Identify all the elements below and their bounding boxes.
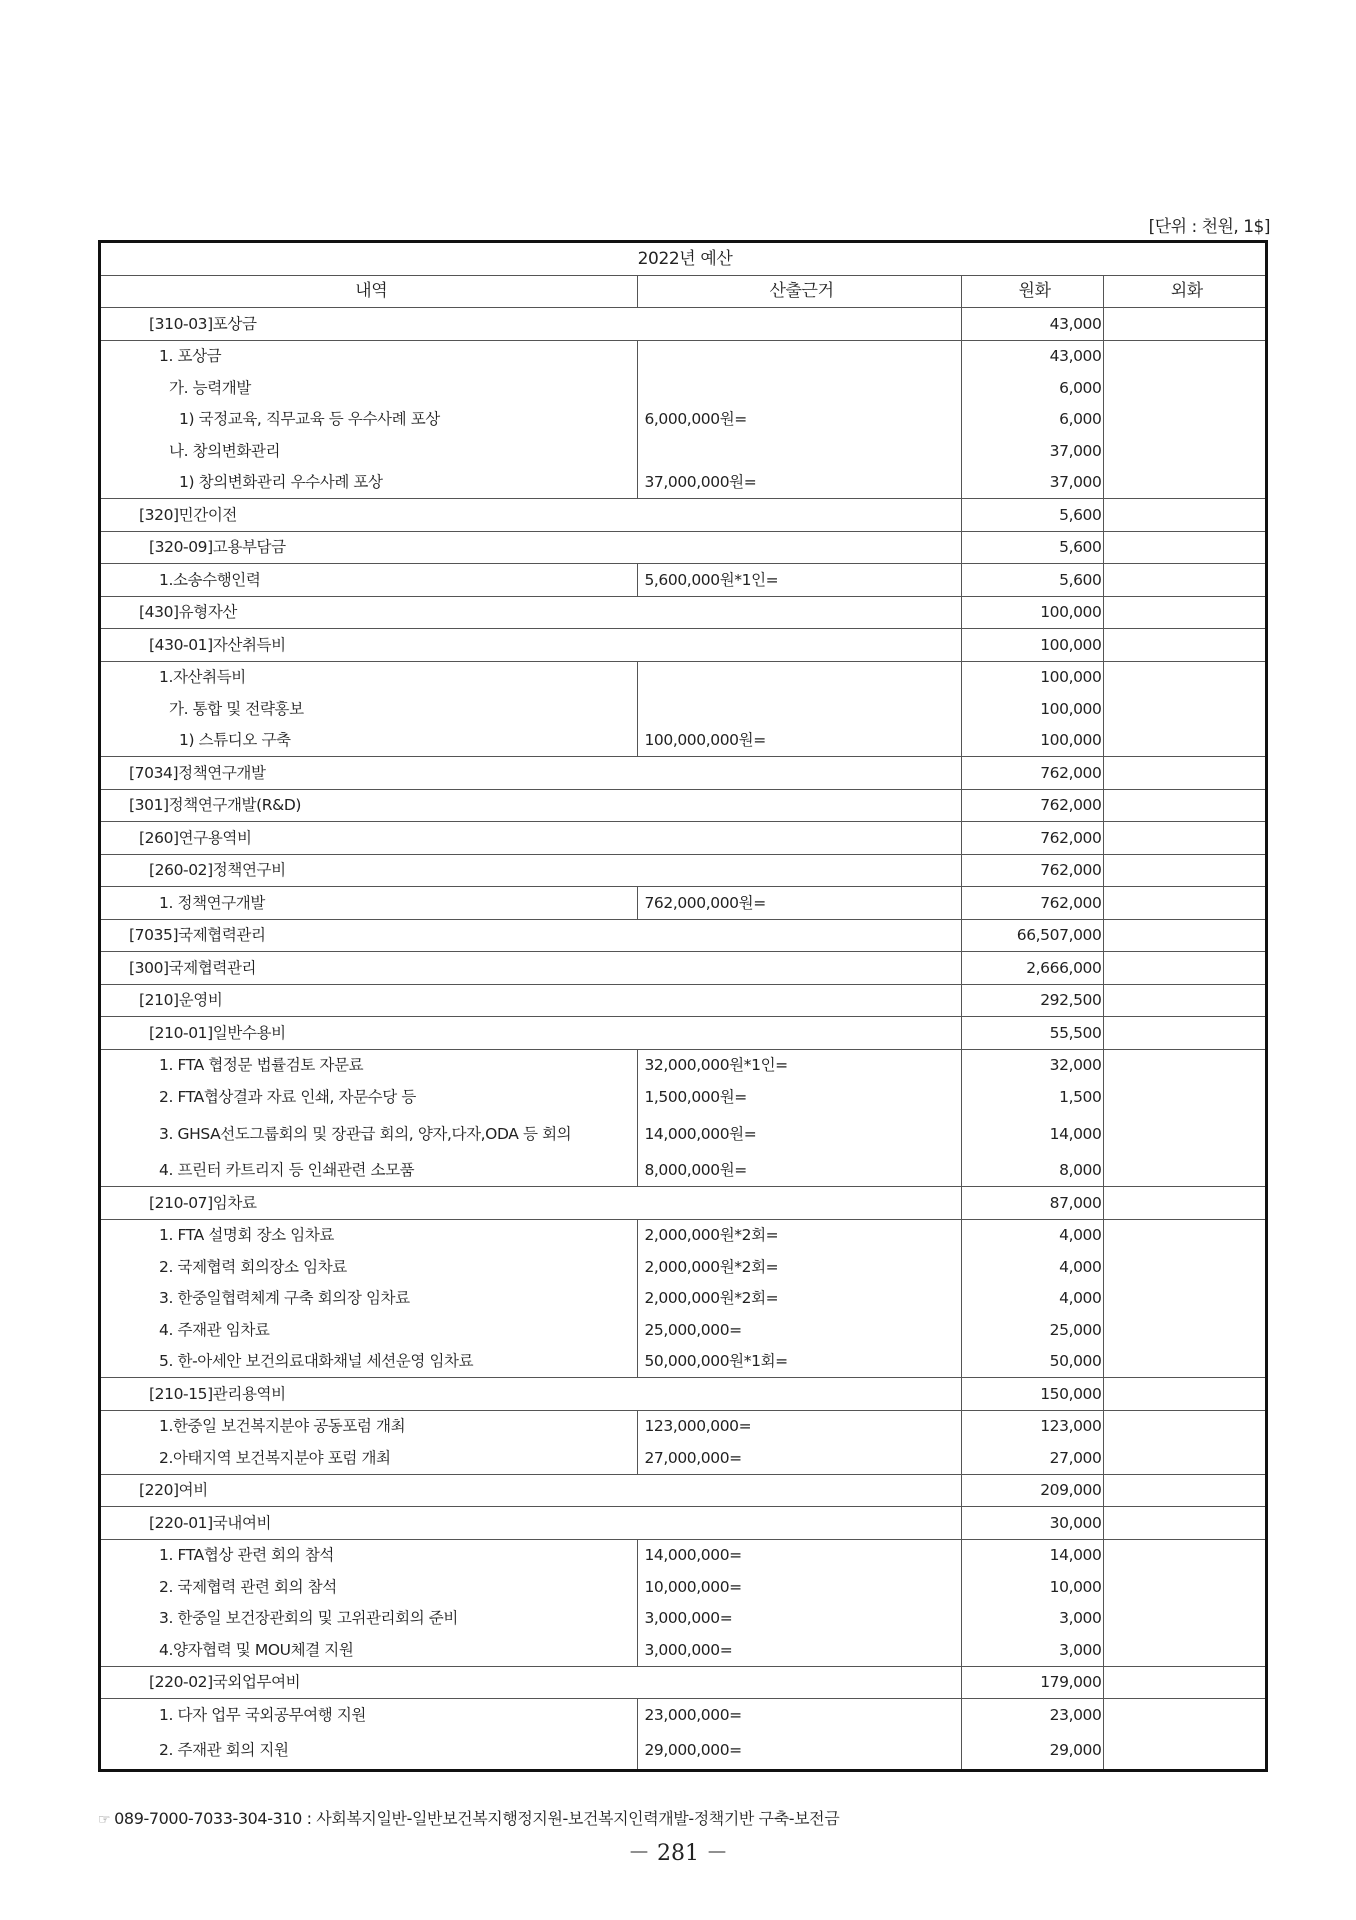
row-label: [320-09]고용부담금 [100, 531, 962, 564]
footnote-text: 089-7000-7033-304-310 : 사회복지일반-일반보건복지행정지원-보건복지인력개발-정책기반 구축-보전금 [114, 1809, 840, 1828]
table-row [100, 1699, 1267, 1731]
row-label: [320]민간이전 [100, 499, 962, 532]
table-row [100, 1731, 1267, 1771]
row-amount-foreign [1104, 854, 1267, 887]
row-amount-krw: 292,500 [961, 984, 1104, 1017]
row-basis [638, 693, 961, 725]
row-amount-krw: 6,000 [961, 404, 1104, 436]
row-basis: 100,000,000원= [638, 725, 961, 757]
row-amount-foreign [1104, 467, 1267, 499]
pointing-hand-icon: ☞ [98, 1812, 111, 1828]
table-row [100, 564, 1267, 597]
table-row [100, 1634, 1267, 1666]
page-number: － 281 － [628, 1841, 728, 1866]
row-label: [220]여비 [100, 1474, 962, 1507]
row-label: 1. 포상금 [100, 340, 638, 372]
row-amount-foreign [1104, 1699, 1267, 1731]
row-amount-foreign [1104, 499, 1267, 532]
row-amount-foreign [1104, 372, 1267, 404]
row-label: 나. 창의변화관리 [100, 435, 638, 467]
row-amount-foreign [1104, 1507, 1267, 1540]
table-group-row [100, 1666, 1267, 1699]
row-basis [638, 661, 961, 693]
table-row [100, 1219, 1267, 1251]
row-label: [210-01]일반수용비 [100, 1017, 962, 1050]
row-amount-krw: 4,000 [961, 1251, 1104, 1283]
row-basis: 29,000,000= [638, 1731, 961, 1771]
row-amount-foreign [1104, 1081, 1267, 1113]
row-amount-foreign [1104, 1049, 1267, 1081]
row-basis: 3,000,000= [638, 1603, 961, 1635]
row-basis: 37,000,000원= [638, 467, 961, 499]
row-amount-foreign [1104, 1251, 1267, 1283]
row-amount-krw: 762,000 [961, 822, 1104, 855]
row-amount-krw: 762,000 [961, 789, 1104, 822]
unit-note: [단위 : 천원, 1$] [1148, 217, 1270, 237]
row-amount-foreign [1104, 308, 1267, 341]
row-amount-foreign [1104, 919, 1267, 952]
row-amount-foreign [1104, 789, 1267, 822]
column-header-details: 내역 [100, 275, 638, 308]
row-amount-krw: 5,600 [961, 564, 1104, 597]
table-group-row [100, 919, 1267, 952]
row-label: 4.양자협력 및 MOU체결 지원 [100, 1634, 638, 1666]
row-amount-krw: 123,000 [961, 1410, 1104, 1442]
row-amount-foreign [1104, 1378, 1267, 1411]
footnote [98, 1806, 839, 1829]
row-basis: 3,000,000= [638, 1634, 961, 1666]
table-group-row [100, 629, 1267, 662]
row-amount-foreign [1104, 629, 1267, 662]
row-label: [260-02]정책연구비 [100, 854, 962, 887]
row-amount-krw: 55,500 [961, 1017, 1104, 1050]
column-header-basis: 산출근거 [638, 275, 961, 308]
table-row [100, 1049, 1267, 1081]
row-basis [638, 435, 961, 467]
row-amount-foreign [1104, 822, 1267, 855]
row-amount-krw: 100,000 [961, 629, 1104, 662]
row-amount-foreign [1104, 340, 1267, 372]
row-label: [310-03]포상금 [100, 308, 962, 341]
row-amount-krw: 6,000 [961, 372, 1104, 404]
row-amount-krw: 5,600 [961, 531, 1104, 564]
row-label: 2. 국제협력 관련 회의 참석 [100, 1571, 638, 1603]
row-basis: 14,000,000원= [638, 1113, 961, 1155]
row-basis: 27,000,000= [638, 1442, 961, 1474]
table-row [100, 693, 1267, 725]
table-row [100, 1571, 1267, 1603]
row-amount-krw: 762,000 [961, 887, 1104, 920]
row-basis: 762,000,000원= [638, 887, 961, 920]
row-basis: 123,000,000= [638, 1410, 961, 1442]
row-amount-krw: 66,507,000 [961, 919, 1104, 952]
row-basis: 2,000,000원*2회= [638, 1283, 961, 1315]
row-amount-krw: 14,000 [961, 1113, 1104, 1155]
table-row [100, 467, 1267, 499]
table-row [100, 1155, 1267, 1187]
table-group-row [100, 308, 1267, 341]
row-amount-foreign [1104, 435, 1267, 467]
row-amount-krw: 1,500 [961, 1081, 1104, 1113]
row-amount-foreign [1104, 1442, 1267, 1474]
row-basis: 2,000,000원*2회= [638, 1219, 961, 1251]
table-group-row [100, 952, 1267, 985]
row-amount-foreign [1104, 1539, 1267, 1571]
row-label: 3. 한중일협력체계 구축 회의장 임차료 [100, 1283, 638, 1315]
table-group-row [100, 499, 1267, 532]
row-amount-krw: 4,000 [961, 1283, 1104, 1315]
row-amount-foreign [1104, 1283, 1267, 1315]
row-basis [638, 340, 961, 372]
row-amount-foreign [1104, 887, 1267, 920]
table-row [100, 887, 1267, 920]
row-label: [7035]국제협력관리 [100, 919, 962, 952]
row-amount-krw: 10,000 [961, 1571, 1104, 1603]
row-label: [7034]정책연구개발 [100, 757, 962, 790]
row-amount-krw: 3,000 [961, 1603, 1104, 1635]
row-basis: 10,000,000= [638, 1571, 961, 1603]
row-amount-foreign [1104, 596, 1267, 629]
row-amount-foreign [1104, 757, 1267, 790]
row-label: 3. 한중일 보건장관회의 및 고위관리회의 준비 [100, 1603, 638, 1635]
row-amount-krw: 179,000 [961, 1666, 1104, 1699]
table-body [100, 308, 1267, 1771]
row-amount-krw: 14,000 [961, 1539, 1104, 1571]
row-basis: 5,600,000원*1인= [638, 564, 961, 597]
row-label: [300]국제협력관리 [100, 952, 962, 985]
row-label: 1. FTA 설명회 장소 임차료 [100, 1219, 638, 1251]
row-basis: 2,000,000원*2회= [638, 1251, 961, 1283]
table-group-row [100, 757, 1267, 790]
row-basis: 50,000,000원*1회= [638, 1346, 961, 1378]
table-group-row [100, 531, 1267, 564]
row-amount-krw: 37,000 [961, 467, 1104, 499]
row-amount-foreign [1104, 1634, 1267, 1666]
row-amount-krw: 25,000 [961, 1314, 1104, 1346]
row-amount-foreign [1104, 1603, 1267, 1635]
row-basis: 23,000,000= [638, 1699, 961, 1731]
row-amount-foreign [1104, 661, 1267, 693]
table-row [100, 1251, 1267, 1283]
row-amount-foreign [1104, 1219, 1267, 1251]
row-amount-foreign [1104, 1346, 1267, 1378]
row-amount-krw: 43,000 [961, 340, 1104, 372]
table-row [100, 1346, 1267, 1378]
row-label: [430-01]자산취득비 [100, 629, 962, 662]
row-amount-foreign [1104, 693, 1267, 725]
table-row [100, 435, 1267, 467]
row-label: [220-01]국내여비 [100, 1507, 962, 1540]
row-amount-krw: 43,000 [961, 308, 1104, 341]
row-amount-foreign [1104, 1410, 1267, 1442]
row-label: 1. 정책연구개발 [100, 887, 638, 920]
table-row [100, 1442, 1267, 1474]
row-amount-krw: 3,000 [961, 1634, 1104, 1666]
table-row [100, 340, 1267, 372]
row-amount-foreign [1104, 564, 1267, 597]
table-row [100, 1603, 1267, 1635]
row-label: 가. 능력개발 [100, 372, 638, 404]
row-amount-foreign [1104, 1187, 1267, 1220]
row-label: 1.한중일 보건복지분야 공동포럼 개최 [100, 1410, 638, 1442]
row-amount-krw: 29,000 [961, 1731, 1104, 1771]
row-amount-krw: 150,000 [961, 1378, 1104, 1411]
row-amount-krw: 27,000 [961, 1442, 1104, 1474]
row-label: 2. FTA협상결과 자료 인쇄, 자문수당 등 [100, 1081, 638, 1113]
row-amount-krw: 762,000 [961, 757, 1104, 790]
row-label: 1) 창의변화관리 우수사례 포상 [100, 467, 638, 499]
row-amount-foreign [1104, 404, 1267, 436]
row-amount-krw: 209,000 [961, 1474, 1104, 1507]
table-group-row [100, 1507, 1267, 1540]
table-row [100, 725, 1267, 757]
row-amount-krw: 100,000 [961, 596, 1104, 629]
row-label: 1. FTA협상 관련 회의 참석 [100, 1539, 638, 1571]
row-basis: 14,000,000= [638, 1539, 961, 1571]
table-row [100, 404, 1267, 436]
table-row [100, 1314, 1267, 1346]
row-amount-krw: 23,000 [961, 1699, 1104, 1731]
row-label: [210-07]임차료 [100, 1187, 962, 1220]
row-label: [430]유형자산 [100, 596, 962, 629]
row-basis: 32,000,000원*1인= [638, 1049, 961, 1081]
row-amount-krw: 37,000 [961, 435, 1104, 467]
column-header-krw: 원화 [961, 275, 1104, 308]
row-label: 4. 주재관 임차료 [100, 1314, 638, 1346]
row-label: 1.자산취득비 [100, 661, 638, 693]
table-group-row [100, 789, 1267, 822]
table-row [100, 1283, 1267, 1315]
column-header-foreign: 외화 [1104, 275, 1267, 308]
row-amount-foreign [1104, 984, 1267, 1017]
row-label: [301]정책연구개발(R&D) [100, 789, 962, 822]
row-amount-krw: 2,666,000 [961, 952, 1104, 985]
row-amount-foreign [1104, 725, 1267, 757]
table-row [100, 1081, 1267, 1113]
row-basis: 6,000,000원= [638, 404, 961, 436]
table-row [100, 1113, 1267, 1155]
row-label: [260]연구용역비 [100, 822, 962, 855]
row-label: [210-15]관리용역비 [100, 1378, 962, 1411]
row-amount-foreign [1104, 1017, 1267, 1050]
row-amount-foreign [1104, 1474, 1267, 1507]
row-amount-foreign [1104, 952, 1267, 985]
row-label: 1.소송수행인력 [100, 564, 638, 597]
row-amount-krw: 762,000 [961, 854, 1104, 887]
row-amount-foreign [1104, 1113, 1267, 1155]
table-row [100, 661, 1267, 693]
row-amount-foreign [1104, 1155, 1267, 1187]
row-basis: 25,000,000= [638, 1314, 961, 1346]
row-label: 1. FTA 협정문 법률검토 자문료 [100, 1049, 638, 1081]
row-amount-krw: 4,000 [961, 1219, 1104, 1251]
row-amount-krw: 32,000 [961, 1049, 1104, 1081]
row-amount-krw: 87,000 [961, 1187, 1104, 1220]
row-label: 5. 한-아세안 보건의료대화채널 세션운영 임차료 [100, 1346, 638, 1378]
row-amount-foreign [1104, 1731, 1267, 1771]
row-label: 1. 다자 업무 국외공무여행 지원 [100, 1699, 638, 1731]
row-basis: 8,000,000원= [638, 1155, 961, 1187]
row-label: 가. 통합 및 전략홍보 [100, 693, 638, 725]
row-amount-foreign [1104, 1666, 1267, 1699]
row-basis: 1,500,000원= [638, 1081, 961, 1113]
row-amount-foreign [1104, 1571, 1267, 1603]
row-basis [638, 372, 961, 404]
table-row [100, 1539, 1267, 1571]
row-label: 3. GHSA선도그룹회의 및 장관급 회의, 양자,다자,ODA 등 회의 [100, 1113, 638, 1155]
table-title: 2022년 예산 [100, 242, 1267, 276]
table-row [100, 1410, 1267, 1442]
row-label: 2. 주재관 회의 지원 [100, 1731, 638, 1771]
row-amount-krw: 8,000 [961, 1155, 1104, 1187]
table-group-row [100, 1187, 1267, 1220]
row-amount-krw: 100,000 [961, 693, 1104, 725]
table-group-row [100, 854, 1267, 887]
table-group-row [100, 1017, 1267, 1050]
row-amount-krw: 100,000 [961, 725, 1104, 757]
row-amount-krw: 50,000 [961, 1346, 1104, 1378]
table-row [100, 372, 1267, 404]
row-label: [210]운영비 [100, 984, 962, 1017]
budget-table [98, 240, 1268, 1772]
row-amount-foreign [1104, 531, 1267, 564]
row-label: 4. 프린터 카트리지 등 인쇄관련 소모품 [100, 1155, 638, 1187]
row-label: 2.아태지역 보건복지분야 포럼 개최 [100, 1442, 638, 1474]
row-amount-krw: 30,000 [961, 1507, 1104, 1540]
table-group-row [100, 1378, 1267, 1411]
row-amount-krw: 5,600 [961, 499, 1104, 532]
table-group-row [100, 1474, 1267, 1507]
table-group-row [100, 596, 1267, 629]
table-group-row [100, 822, 1267, 855]
row-label: 2. 국제협력 회의장소 임차료 [100, 1251, 638, 1283]
row-label: [220-02]국외업무여비 [100, 1666, 962, 1699]
row-amount-foreign [1104, 1314, 1267, 1346]
row-label: 1) 국정교육, 직무교육 등 우수사례 포상 [100, 404, 638, 436]
row-label: 1) 스튜디오 구축 [100, 725, 638, 757]
row-amount-krw: 100,000 [961, 661, 1104, 693]
table-group-row [100, 984, 1267, 1017]
